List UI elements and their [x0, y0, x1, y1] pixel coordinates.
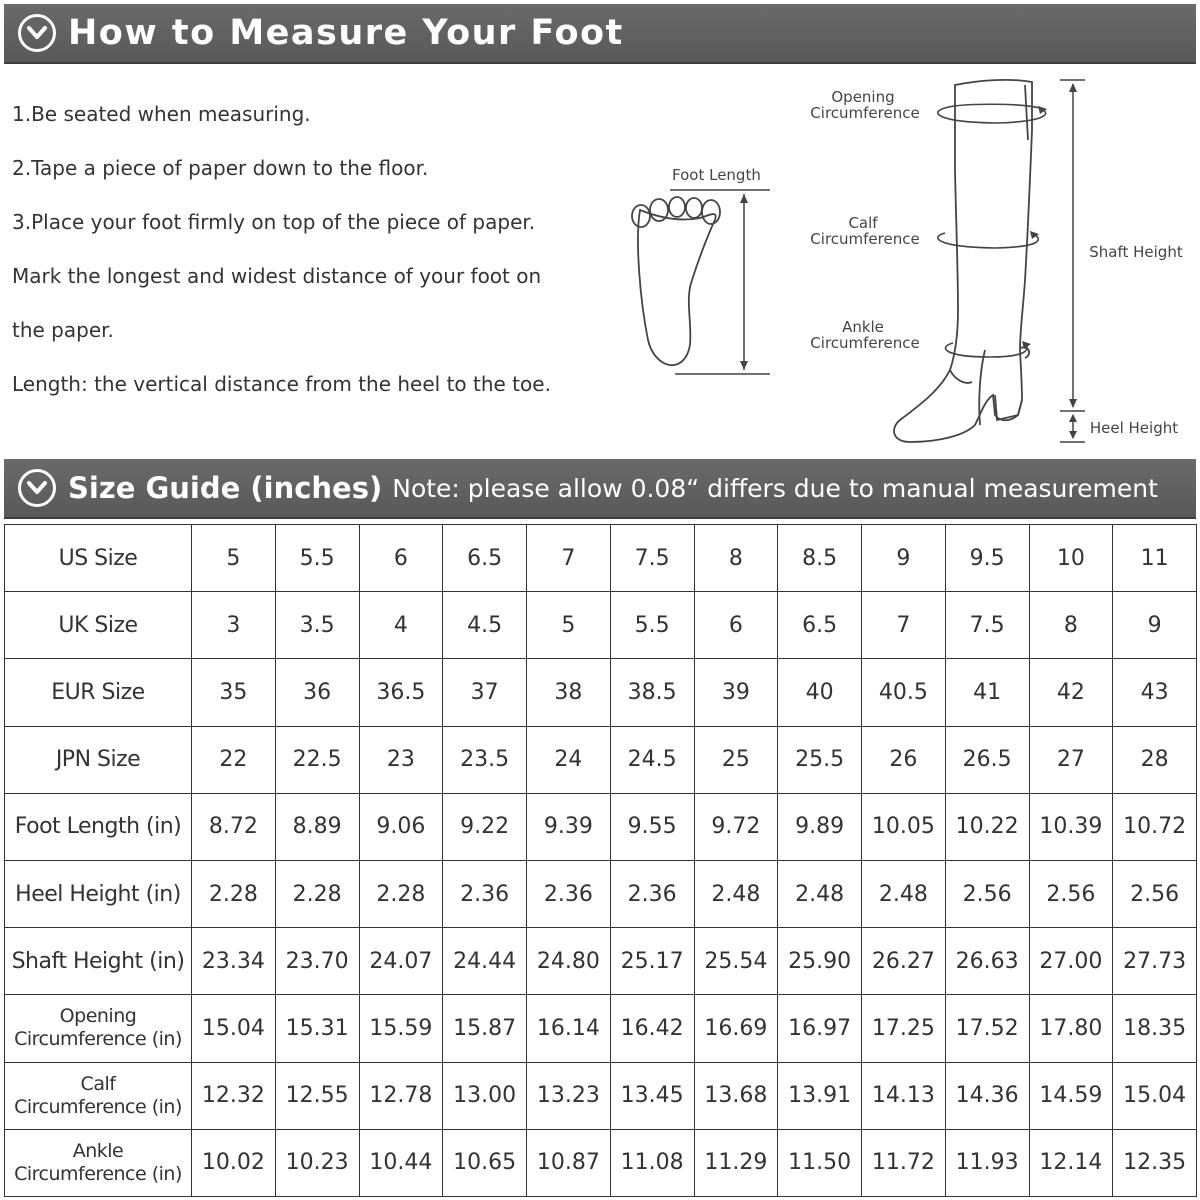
row-label: EUR Size — [5, 659, 192, 726]
table-cell: 23.70 — [275, 928, 359, 995]
table-cell: 27 — [1029, 726, 1113, 793]
table-cell: 11.29 — [694, 1129, 778, 1196]
table-cell: 28 — [1113, 726, 1197, 793]
table-cell: 12.14 — [1029, 1129, 1113, 1196]
table-cell: 2.48 — [694, 860, 778, 927]
foot-outline-icon — [632, 197, 720, 365]
table-cell: 16.69 — [694, 995, 778, 1062]
table-cell: 5 — [192, 525, 276, 592]
table-cell: 23 — [359, 726, 443, 793]
table-cell: 13.91 — [778, 1062, 862, 1129]
table-cell: 9 — [862, 525, 946, 592]
table-cell: 2.56 — [945, 860, 1029, 927]
size-guide-table — [4, 524, 1197, 1197]
table-row — [5, 793, 1197, 860]
row-label: JPN Size — [5, 726, 192, 793]
table-cell: 24.07 — [359, 928, 443, 995]
table-cell: 40 — [778, 659, 862, 726]
table-cell: 8.89 — [275, 793, 359, 860]
table-cell: 12.78 — [359, 1062, 443, 1129]
table-cell: 6 — [359, 525, 443, 592]
table-cell: 14.59 — [1029, 1062, 1113, 1129]
row-label-line: Calf — [80, 1072, 116, 1095]
table-cell: 25.54 — [694, 928, 778, 995]
opening-label-2: Circumference — [810, 104, 920, 122]
table-cell: 7 — [862, 592, 946, 659]
measurement-diagram — [600, 70, 1200, 450]
table-cell: 10.05 — [862, 793, 946, 860]
table-cell: 14.36 — [945, 1062, 1029, 1129]
table-cell: 3.5 — [275, 592, 359, 659]
table-cell: 15.87 — [443, 995, 527, 1062]
table-cell: 9.39 — [527, 793, 611, 860]
table-cell: 10.65 — [443, 1129, 527, 1196]
row-label-line: Ankle — [72, 1139, 124, 1162]
table-cell: 23.34 — [192, 928, 276, 995]
table-cell: 13.68 — [694, 1062, 778, 1129]
ankle-label-2: Circumference — [810, 334, 920, 352]
table-cell: 25.5 — [778, 726, 862, 793]
heel-height-label: Heel Height — [1089, 419, 1179, 437]
table-cell: 5 — [527, 592, 611, 659]
table-cell: 2.36 — [527, 860, 611, 927]
instructions-list — [12, 100, 612, 424]
instruction-line: the paper. — [12, 318, 114, 342]
table-cell: 5.5 — [275, 525, 359, 592]
table-cell: 10.44 — [359, 1129, 443, 1196]
table-cell: 25.17 — [610, 928, 694, 995]
table-cell: 10 — [1029, 525, 1113, 592]
table-cell: 11.93 — [945, 1129, 1029, 1196]
size-guide-banner — [4, 459, 1196, 519]
table-cell: 6.5 — [443, 525, 527, 592]
table-cell: 10.39 — [1029, 793, 1113, 860]
table-cell: 10.22 — [945, 793, 1029, 860]
table-cell: 7 — [527, 525, 611, 592]
table-cell: 10.87 — [527, 1129, 611, 1196]
table-cell: 24.80 — [527, 928, 611, 995]
row-label — [5, 995, 192, 1062]
table-cell: 10.23 — [275, 1129, 359, 1196]
table-cell: 12.35 — [1113, 1129, 1197, 1196]
foot-length-label: Foot Length — [672, 166, 761, 184]
table-cell: 11.50 — [778, 1129, 862, 1196]
table-cell: 35 — [192, 659, 276, 726]
table-cell: 8 — [1029, 592, 1113, 659]
row-label — [5, 1062, 192, 1129]
table-cell: 25 — [694, 726, 778, 793]
table-cell: 26.27 — [862, 928, 946, 995]
row-label-line: Circumference (in) — [14, 1162, 182, 1185]
row-label-line: Circumference (in) — [14, 1095, 182, 1118]
table-cell: 9.89 — [778, 793, 862, 860]
table-row — [5, 995, 1197, 1062]
table-cell: 16.42 — [610, 995, 694, 1062]
instruction-line: Length: the vertical distance from the heel to the toe. — [12, 372, 551, 396]
row-label — [5, 1129, 192, 1196]
table-cell: 26.5 — [945, 726, 1029, 793]
instruction-line: 3.Place your foot firmly on top of the piece of paper. — [12, 210, 536, 234]
table-cell: 9.55 — [610, 793, 694, 860]
table-cell: 38 — [527, 659, 611, 726]
table-cell: 18.35 — [1113, 995, 1197, 1062]
table-cell: 10.02 — [192, 1129, 276, 1196]
table-cell: 15.59 — [359, 995, 443, 1062]
row-label: Heel Height (in) — [5, 860, 192, 927]
chevron-down-icon — [18, 14, 56, 52]
table-cell: 9.06 — [359, 793, 443, 860]
table-cell: 8 — [694, 525, 778, 592]
table-row — [5, 592, 1197, 659]
table-cell: 24 — [527, 726, 611, 793]
table-cell: 2.56 — [1113, 860, 1197, 927]
table-cell: 5.5 — [610, 592, 694, 659]
boot-outline-icon — [894, 80, 1032, 442]
table-cell: 7.5 — [610, 525, 694, 592]
table-cell: 39 — [694, 659, 778, 726]
table-cell: 4.5 — [443, 592, 527, 659]
table-cell: 16.97 — [778, 995, 862, 1062]
instruction-line: Mark the longest and widest distance of your foot on — [12, 264, 542, 288]
table-row — [5, 659, 1197, 726]
table-cell: 15.31 — [275, 995, 359, 1062]
table-cell: 2.56 — [1029, 860, 1113, 927]
table-cell: 25.90 — [778, 928, 862, 995]
instruction-line: 1.Be seated when measuring. — [12, 102, 311, 126]
table-row — [5, 1062, 1197, 1129]
table-row — [5, 525, 1197, 592]
size-guide-title: Size Guide (inches) — [68, 471, 383, 505]
table-cell: 24.5 — [610, 726, 694, 793]
size-guide-note: Note: please allow 0.08“ differs due to manual measurement — [392, 473, 1158, 503]
table-cell: 13.45 — [610, 1062, 694, 1129]
table-cell: 4 — [359, 592, 443, 659]
table-cell: 40.5 — [862, 659, 946, 726]
table-cell: 41 — [945, 659, 1029, 726]
table-cell: 14.13 — [862, 1062, 946, 1129]
table-cell: 2.28 — [275, 860, 359, 927]
table-cell: 22 — [192, 726, 276, 793]
table-cell: 2.36 — [610, 860, 694, 927]
table-row — [5, 1129, 1197, 1196]
table-cell: 17.52 — [945, 995, 1029, 1062]
measure-title: How to Measure Your Foot — [68, 13, 624, 53]
table-cell: 9 — [1113, 592, 1197, 659]
table-cell: 13.23 — [527, 1062, 611, 1129]
table-cell: 2.36 — [443, 860, 527, 927]
table-cell: 11.72 — [862, 1129, 946, 1196]
calf-label-1: Calf — [848, 214, 878, 232]
opening-label-1: Opening — [831, 88, 895, 106]
table-cell: 12.32 — [192, 1062, 276, 1129]
table-row — [5, 726, 1197, 793]
table-cell: 43 — [1113, 659, 1197, 726]
table-cell: 9.5 — [945, 525, 1029, 592]
row-label: Foot Length (in) — [5, 793, 192, 860]
measure-header-banner — [4, 4, 1196, 64]
row-label-line: Opening — [59, 1005, 137, 1028]
table-cell: 17.25 — [862, 995, 946, 1062]
table-cell: 26 — [862, 726, 946, 793]
table-cell: 11.08 — [610, 1129, 694, 1196]
table-cell: 10.72 — [1113, 793, 1197, 860]
row-label: UK Size — [5, 592, 192, 659]
row-label: US Size — [5, 525, 192, 592]
table-cell: 38.5 — [610, 659, 694, 726]
table-cell: 26.63 — [945, 928, 1029, 995]
table-cell: 37 — [443, 659, 527, 726]
table-cell: 2.48 — [778, 860, 862, 927]
table-cell: 22.5 — [275, 726, 359, 793]
table-cell: 42 — [1029, 659, 1113, 726]
table-cell: 15.04 — [192, 995, 276, 1062]
table-cell: 3 — [192, 592, 276, 659]
table-cell: 2.48 — [862, 860, 946, 927]
table-cell: 2.28 — [192, 860, 276, 927]
table-cell: 12.55 — [275, 1062, 359, 1129]
ankle-label-1: Ankle — [842, 318, 884, 336]
table-cell: 9.72 — [694, 793, 778, 860]
table-cell: 9.22 — [443, 793, 527, 860]
shaft-height-label: Shaft Height — [1089, 243, 1183, 261]
table-cell: 16.14 — [527, 995, 611, 1062]
table-row — [5, 928, 1197, 995]
table-cell: 6 — [694, 592, 778, 659]
table-cell: 36.5 — [359, 659, 443, 726]
table-cell: 27.73 — [1113, 928, 1197, 995]
table-cell: 36 — [275, 659, 359, 726]
chevron-down-icon — [18, 469, 56, 507]
table-cell: 6.5 — [778, 592, 862, 659]
instruction-line: 2.Tape a piece of paper down to the floor. — [12, 156, 429, 180]
table-cell: 23.5 — [443, 726, 527, 793]
table-cell: 24.44 — [443, 928, 527, 995]
calf-label-2: Circumference — [810, 230, 920, 248]
table-cell: 17.80 — [1029, 995, 1113, 1062]
table-cell: 11 — [1113, 525, 1197, 592]
table-cell: 8.5 — [778, 525, 862, 592]
table-cell: 13.00 — [443, 1062, 527, 1129]
table-cell: 27.00 — [1029, 928, 1113, 995]
table-cell: 15.04 — [1113, 1062, 1197, 1129]
table-row — [5, 860, 1197, 927]
row-label-line: Circumference (in) — [14, 1028, 182, 1051]
table-cell: 2.28 — [359, 860, 443, 927]
table-cell: 7.5 — [945, 592, 1029, 659]
table-cell: 8.72 — [192, 793, 276, 860]
row-label: Shaft Height (in) — [5, 928, 192, 995]
